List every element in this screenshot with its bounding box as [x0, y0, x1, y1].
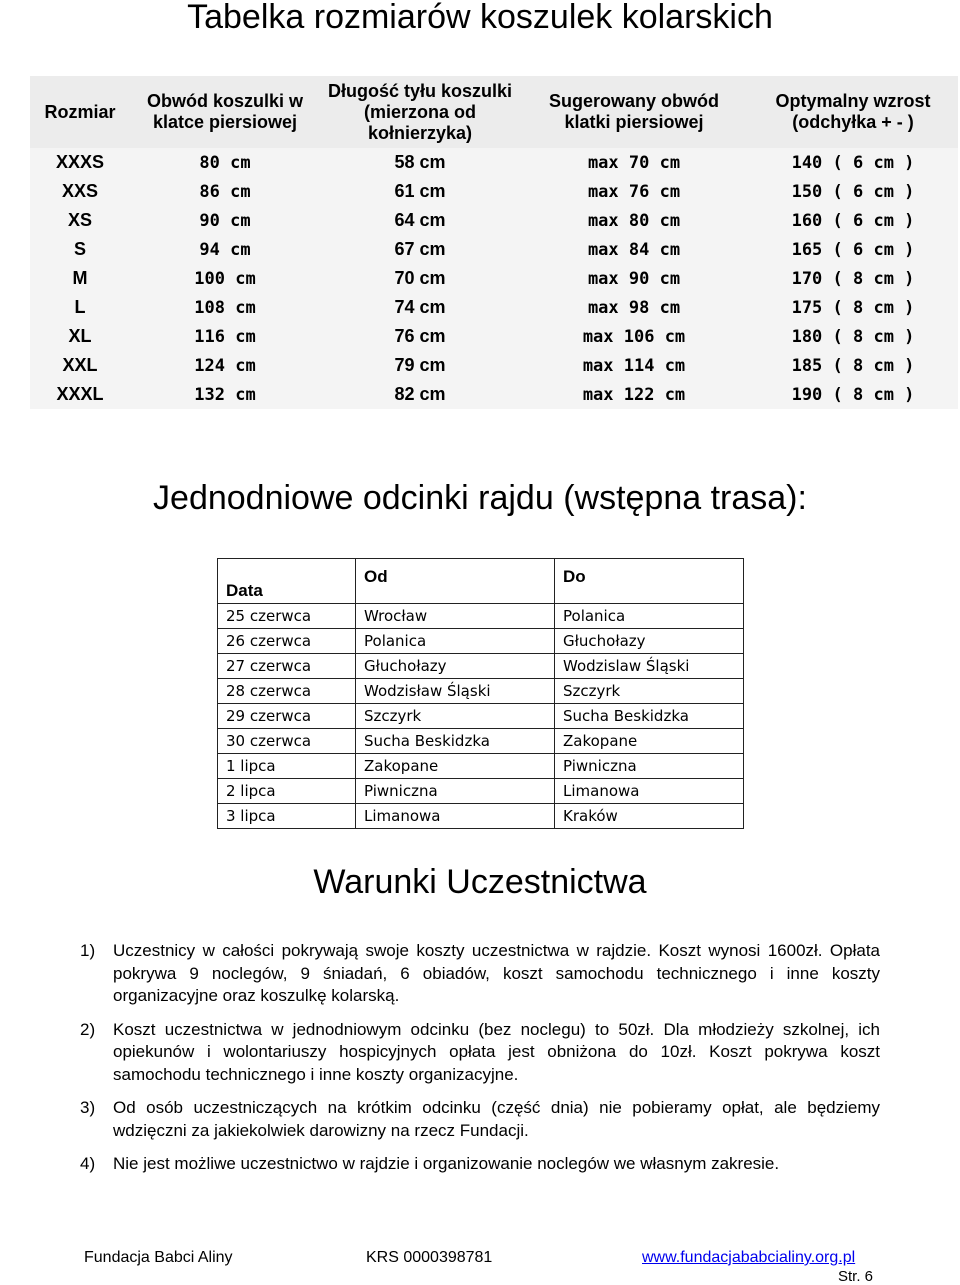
size-cell-chest: 116 cm	[130, 322, 320, 351]
size-cell-size: XXXS	[30, 148, 130, 177]
header-optimal-height: Optymalny wzrost (odchyłka + - )	[748, 76, 958, 148]
size-cell-suggested-chest: max 122 cm	[520, 380, 748, 409]
condition-text: Od osób uczestniczących na krótkim odcinku (część dnia) nie pobieramy opłat, ale będziemy wdzięczni za jakiekolwiek darowizny na rzecz Fundacji.	[113, 1098, 880, 1140]
size-cell-height: 165 ( 6 cm )	[748, 235, 958, 264]
size-cell-chest: 94 cm	[130, 235, 320, 264]
route-cell-to: Sucha Beskidzka	[555, 704, 744, 729]
route-cell-to: Kraków	[555, 804, 744, 829]
condition-number: 4)	[80, 1154, 96, 1173]
conditions-title: Warunki Uczestnictwa	[313, 863, 647, 901]
size-row	[30, 351, 958, 380]
size-cell-size: L	[30, 293, 130, 322]
condition-number: 3)	[80, 1098, 96, 1117]
size-cell-back-length: 67 cm	[320, 235, 520, 264]
route-cell-from: Sucha Beskidzka	[356, 729, 555, 754]
size-table-header	[30, 76, 958, 148]
page-number: Str. 6	[838, 1268, 874, 1285]
size-cell-size: XXL	[30, 351, 130, 380]
size-cell-height: 175 ( 8 cm )	[748, 293, 958, 322]
size-cell-back-length: 70 cm	[320, 264, 520, 293]
page-title: Tabelka rozmiarów koszulek kolarskich	[187, 0, 773, 36]
size-cell-chest: 124 cm	[130, 351, 320, 380]
route-row	[218, 804, 744, 829]
size-cell-suggested-chest: max 70 cm	[520, 148, 748, 177]
size-cell-height: 185 ( 8 cm )	[748, 351, 958, 380]
route-cell-to: Głuchołazy	[555, 629, 744, 654]
header-to: Do	[555, 559, 744, 604]
size-cell-suggested-chest: max 98 cm	[520, 293, 748, 322]
size-cell-height: 160 ( 6 cm )	[748, 206, 958, 235]
route-cell-to: Piwniczna	[555, 754, 744, 779]
route-cell-to: Zakopane	[555, 729, 744, 754]
size-cell-size: XL	[30, 322, 130, 351]
size-row	[30, 322, 958, 351]
size-cell-size: S	[30, 235, 130, 264]
size-cell-back-length: 58 cm	[320, 148, 520, 177]
size-cell-height: 180 ( 8 cm )	[748, 322, 958, 351]
size-row	[30, 293, 958, 322]
route-table	[217, 558, 744, 829]
route-title: Jednodniowe odcinki rajdu (wstępna trasa):	[153, 479, 807, 517]
condition-item	[80, 940, 880, 1008]
size-row	[30, 206, 958, 235]
route-cell-from: Wrocław	[356, 604, 555, 629]
size-cell-chest: 90 cm	[130, 206, 320, 235]
route-cell-to: Szczyrk	[555, 679, 744, 704]
size-cell-size: XXS	[30, 177, 130, 206]
footer-org: Fundacja Babci Aliny	[84, 1249, 233, 1266]
route-cell-date: 30 czerwca	[218, 729, 356, 754]
route-cell-from: Zakopane	[356, 754, 555, 779]
route-cell-from: Głuchołazy	[356, 654, 555, 679]
route-row	[218, 779, 744, 804]
size-cell-height: 140 ( 6 cm )	[748, 148, 958, 177]
condition-item	[80, 1019, 880, 1087]
route-cell-to: Polanica	[555, 604, 744, 629]
size-cell-size: M	[30, 264, 130, 293]
size-cell-suggested-chest: max 106 cm	[520, 322, 748, 351]
route-cell-to: Wodzislaw Śląski	[555, 654, 744, 679]
route-cell-date: 28 czerwca	[218, 679, 356, 704]
size-cell-back-length: 82 cm	[320, 380, 520, 409]
condition-text: Koszt uczestnictwa w jednodniowym odcinku (bez noclegu) to 50zł. Dla młodzieży szkolnej, ich opiekunów i wolontariuszy hospicyjnych opłata jest obniżona do 10zł. Koszt pokrywa koszt samochodu technicznego i inne koszty organizacyjne.	[113, 1019, 880, 1084]
route-row	[218, 704, 744, 729]
header-back-length: Długość tyłu koszulki (mierzona od kołnierzyka)	[320, 76, 520, 148]
size-cell-back-length: 79 cm	[320, 351, 520, 380]
size-cell-suggested-chest: max 114 cm	[520, 351, 748, 380]
route-cell-date: 1 lipca	[218, 754, 356, 779]
size-row	[30, 177, 958, 206]
header-from: Od	[356, 559, 555, 604]
size-cell-size: XXXL	[30, 380, 130, 409]
size-cell-back-length: 61 cm	[320, 177, 520, 206]
size-row	[30, 235, 958, 264]
size-cell-back-length: 64 cm	[320, 206, 520, 235]
size-cell-chest: 86 cm	[130, 177, 320, 206]
size-cell-height: 190 ( 8 cm )	[748, 380, 958, 409]
size-cell-back-length: 74 cm	[320, 293, 520, 322]
header-suggested-chest: Sugerowany obwód klatki piersiowej	[520, 76, 748, 148]
size-row	[30, 380, 958, 409]
route-cell-from: Szczyrk	[356, 704, 555, 729]
condition-number: 2)	[80, 1019, 96, 1039]
condition-item	[80, 1153, 880, 1176]
conditions-list	[80, 940, 880, 1187]
route-cell-to: Limanowa	[555, 779, 744, 804]
route-cell-date: 25 czerwca	[218, 604, 356, 629]
header-size: Rozmiar	[30, 76, 130, 148]
size-cell-suggested-chest: max 76 cm	[520, 177, 748, 206]
route-row	[218, 654, 744, 679]
size-table	[30, 76, 958, 409]
route-cell-from: Polanica	[356, 629, 555, 654]
route-cell-date: 26 czerwca	[218, 629, 356, 654]
size-cell-height: 150 ( 6 cm )	[748, 177, 958, 206]
condition-text: Uczestnicy w całości pokrywają swoje koszty uczestnictwa w rajdzie. Koszt wynosi 1600zł. Opłata pokrywa 9 noclegów, 9 śniadań, 6 obiadów, koszt samochodu technicznego i inne koszty organizacyjne oraz koszulkę kolarską.	[113, 941, 880, 1005]
route-row	[218, 629, 744, 654]
header-date: Data	[218, 559, 356, 604]
condition-item	[80, 1097, 880, 1142]
size-row	[30, 264, 958, 293]
size-cell-size: XS	[30, 206, 130, 235]
route-row	[218, 754, 744, 779]
footer-website-link[interactable]: www.fundacjababcialiny.org.pl	[642, 1249, 856, 1266]
route-row	[218, 679, 744, 704]
size-cell-height: 170 ( 8 cm )	[748, 264, 958, 293]
condition-text: Nie jest możliwe uczestnictwo w rajdzie i organizowanie noclegów we własnym zakresie.	[113, 1154, 780, 1173]
size-cell-suggested-chest: max 80 cm	[520, 206, 748, 235]
condition-number: 1)	[80, 941, 96, 960]
size-cell-suggested-chest: max 90 cm	[520, 264, 748, 293]
header-chest-circumference: Obwód koszulki w klatce piersiowej	[130, 76, 320, 148]
footer-krs: KRS 0000398781	[366, 1249, 493, 1266]
size-row	[30, 148, 958, 177]
route-cell-from: Piwniczna	[356, 779, 555, 804]
size-cell-chest: 80 cm	[130, 148, 320, 177]
route-cell-date: 2 lipca	[218, 779, 356, 804]
route-row	[218, 604, 744, 629]
route-cell-from: Wodzisław Śląski	[356, 679, 555, 704]
route-cell-date: 29 czerwca	[218, 704, 356, 729]
size-cell-chest: 100 cm	[130, 264, 320, 293]
route-table-header	[218, 559, 744, 604]
route-row	[218, 729, 744, 754]
size-cell-chest: 108 cm	[130, 293, 320, 322]
route-cell-date: 27 czerwca	[218, 654, 356, 679]
route-cell-date: 3 lipca	[218, 804, 356, 829]
size-cell-back-length: 76 cm	[320, 322, 520, 351]
size-cell-suggested-chest: max 84 cm	[520, 235, 748, 264]
route-cell-from: Limanowa	[356, 804, 555, 829]
size-cell-chest: 132 cm	[130, 380, 320, 409]
